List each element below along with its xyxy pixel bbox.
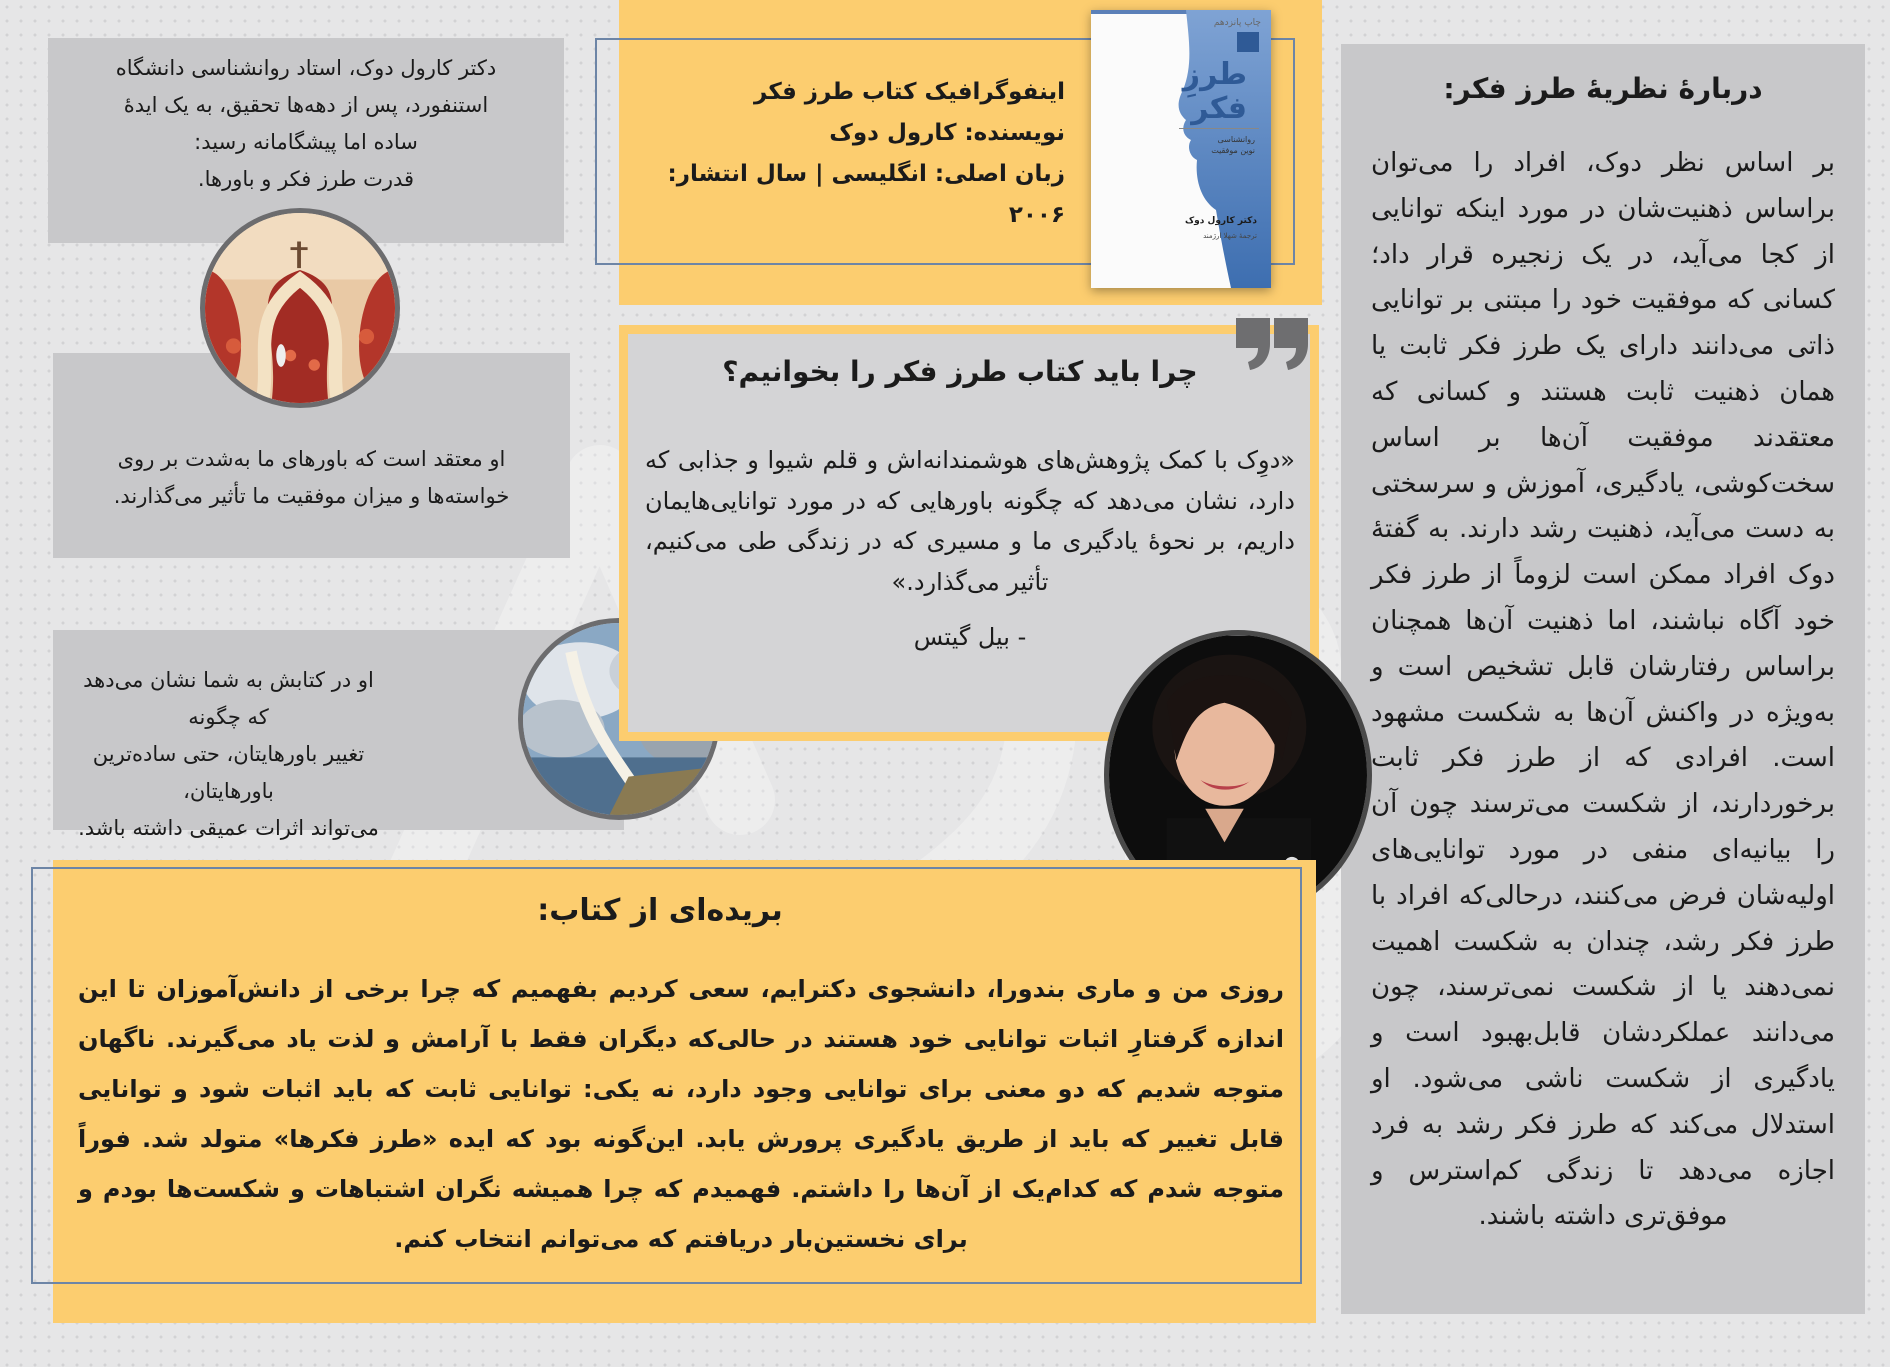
cover-divider — [1179, 128, 1259, 129]
cover-title-1: طرزِ — [1182, 57, 1247, 92]
cover-subtitle-2: نوین موفقیت — [1211, 146, 1255, 155]
cover-subtitle-1: روانشناسی — [1217, 135, 1255, 144]
theory-title: دربارهٔ نظریهٔ طرز فکر: — [1443, 72, 1763, 105]
intro-line-1: دکتر کارول دوک، استاد روانشناسی دانشگاه — [115, 56, 497, 80]
change-line-3: می‌تواند اثرات عمیقی داشته باشد. — [78, 816, 379, 840]
cover-translator: ترجمهٔ شهلا ارژمند — [1203, 232, 1257, 240]
intro-line-2: استنفورد، پس از دهه‌ها تحقیق، به یک ایدهٔ — [123, 93, 489, 117]
quote-attribution: - بیل گیتس — [913, 623, 1027, 651]
infographic-title: اینفوگرافیک کتاب طرز فکر — [754, 79, 1065, 105]
cover-edition: چاپ پانزدهم — [1213, 18, 1261, 28]
why-quote: «دوِک با کمک پژوهش‌های هوشمندانه‌اش و قلم شیوا و جذابی که دارد، نشان می‌دهد که چگونه باورهایی که در مورد توانایی‌هایمان داریم، بر نحوهٔ یادگیری ما و مسیری که در زندگی طی می‌کنیم، تأثیر می‌گذارد.» — [645, 446, 1295, 596]
heart-road-image — [200, 208, 400, 408]
change-line-2: تغییر باورهایتان، حتی ساده‌ترین باورهایتان، — [92, 742, 365, 803]
belief-line-1: او معتقد است که باورهای ما به‌شدت بر روی — [117, 447, 506, 471]
header-info — [640, 72, 1065, 236]
author-line: نویسنده: کارول دوک — [829, 120, 1065, 146]
theory-body: بر اساس نظر دوک، افراد را می‌توان براساس ذهنیت‌شان در مورد اینکه توانایی از کجا می‌آید، در یک زنجیره قرار داد؛ کسانی که موفقیت خود را مبتنی بر توانایی ذاتی می‌دانند دارای یک طرز فکر ثابت یا همان ذهنیت ثابت هستند و کسانی که معتقدند موفقیت آن‌ها بر اساس سخت‌کوشی، یادگیری، آموزش و سرسختی به دست می‌آید، ذهنیت رشد دارند. به گفتهٔ دوک افراد ممکن است لزوماً از طرز فکر خود آگاه نباشند، اما ذهنیت آن‌ها همچنان براساس رفتارشان قابل تشخیص است و به‌ویژه در واکنش آن‌ها به شکست مشهود است. افرادی که از طرز فکر ثابت برخوردارند، از شکست می‌ترسند چون آن را بیانیه‌ای منفی در مورد توانایی‌های اولیه‌شان فرض می‌کنند، درحالی‌که افراد با طرز فکر رشد، چندان به شکست اهمیت نمی‌دهند یا از شکست نمی‌ترسند، چون می‌دانند عملکردشان قابل‌بهبود است و یادگیری از شکست ناشی می‌شود. او استدلال می‌کند که طرز فکر رشد به فرد اجازه می‌دهد تا زندگی کم‌استرس و موفق‌تری داشته باشند. — [1371, 148, 1835, 1232]
book-cover — [1091, 10, 1271, 288]
why-title: چرا باید کتاب طرز فکر را بخوانیم؟ — [722, 355, 1198, 388]
heart-road-illustration — [205, 213, 395, 403]
cover-author: دکتر کارول دوک — [1184, 216, 1257, 226]
publisher-logo — [1237, 32, 1259, 52]
cover-title-2: فکر — [1191, 91, 1247, 126]
excerpt-title: بریده‌ای از کتاب: — [537, 893, 783, 928]
language-year-line: زبان اصلی: انگلیسی | سال انتشار: ۲۰۰۶ — [667, 161, 1065, 228]
change-line-1: او در کتابش به شما نشان می‌دهد که چگونه — [83, 668, 374, 729]
belief-line-2: خواسته‌ها و میزان موفقیت ما تأثیر می‌گذارند. — [113, 484, 510, 508]
excerpt-body: روزی من و ماری بندورا، دانشجوی دکترایم، سعی کردیم بفهمیم که چرا برخی از دانش‌آموزان تا این اندازه گرفتارِ اثبات توانایی خود هستند در حالی‌که دیگران فقط با آرامش و لذت یاد می‌گیرند. ناگهان متوجه شدیم که دو معنی برای توانایی وجود دارد، نه یکی: توانایی ثابت که باید اثبات شود و توانایی قابل تغییر که باید از طریق یادگیری پرورش یابد. این‌گونه بود که ایده «طرز فکرها» متولد شد. فوراً متوجه شدم که کدام‌یک از آن‌ها را داشتم. فهمیدم که چرا همیشه نگران اشتباهات و شکست‌ها بودم و برای نخستین‌بار دریافتم که می‌توانم انتخاب کنم. — [78, 975, 1284, 1253]
intro-line-4: قدرت طرز فکر و باورها. — [197, 167, 415, 191]
intro-line-3: ساده اما پیشگامانه رسید: — [194, 130, 418, 154]
theory-panel — [1341, 44, 1865, 1314]
